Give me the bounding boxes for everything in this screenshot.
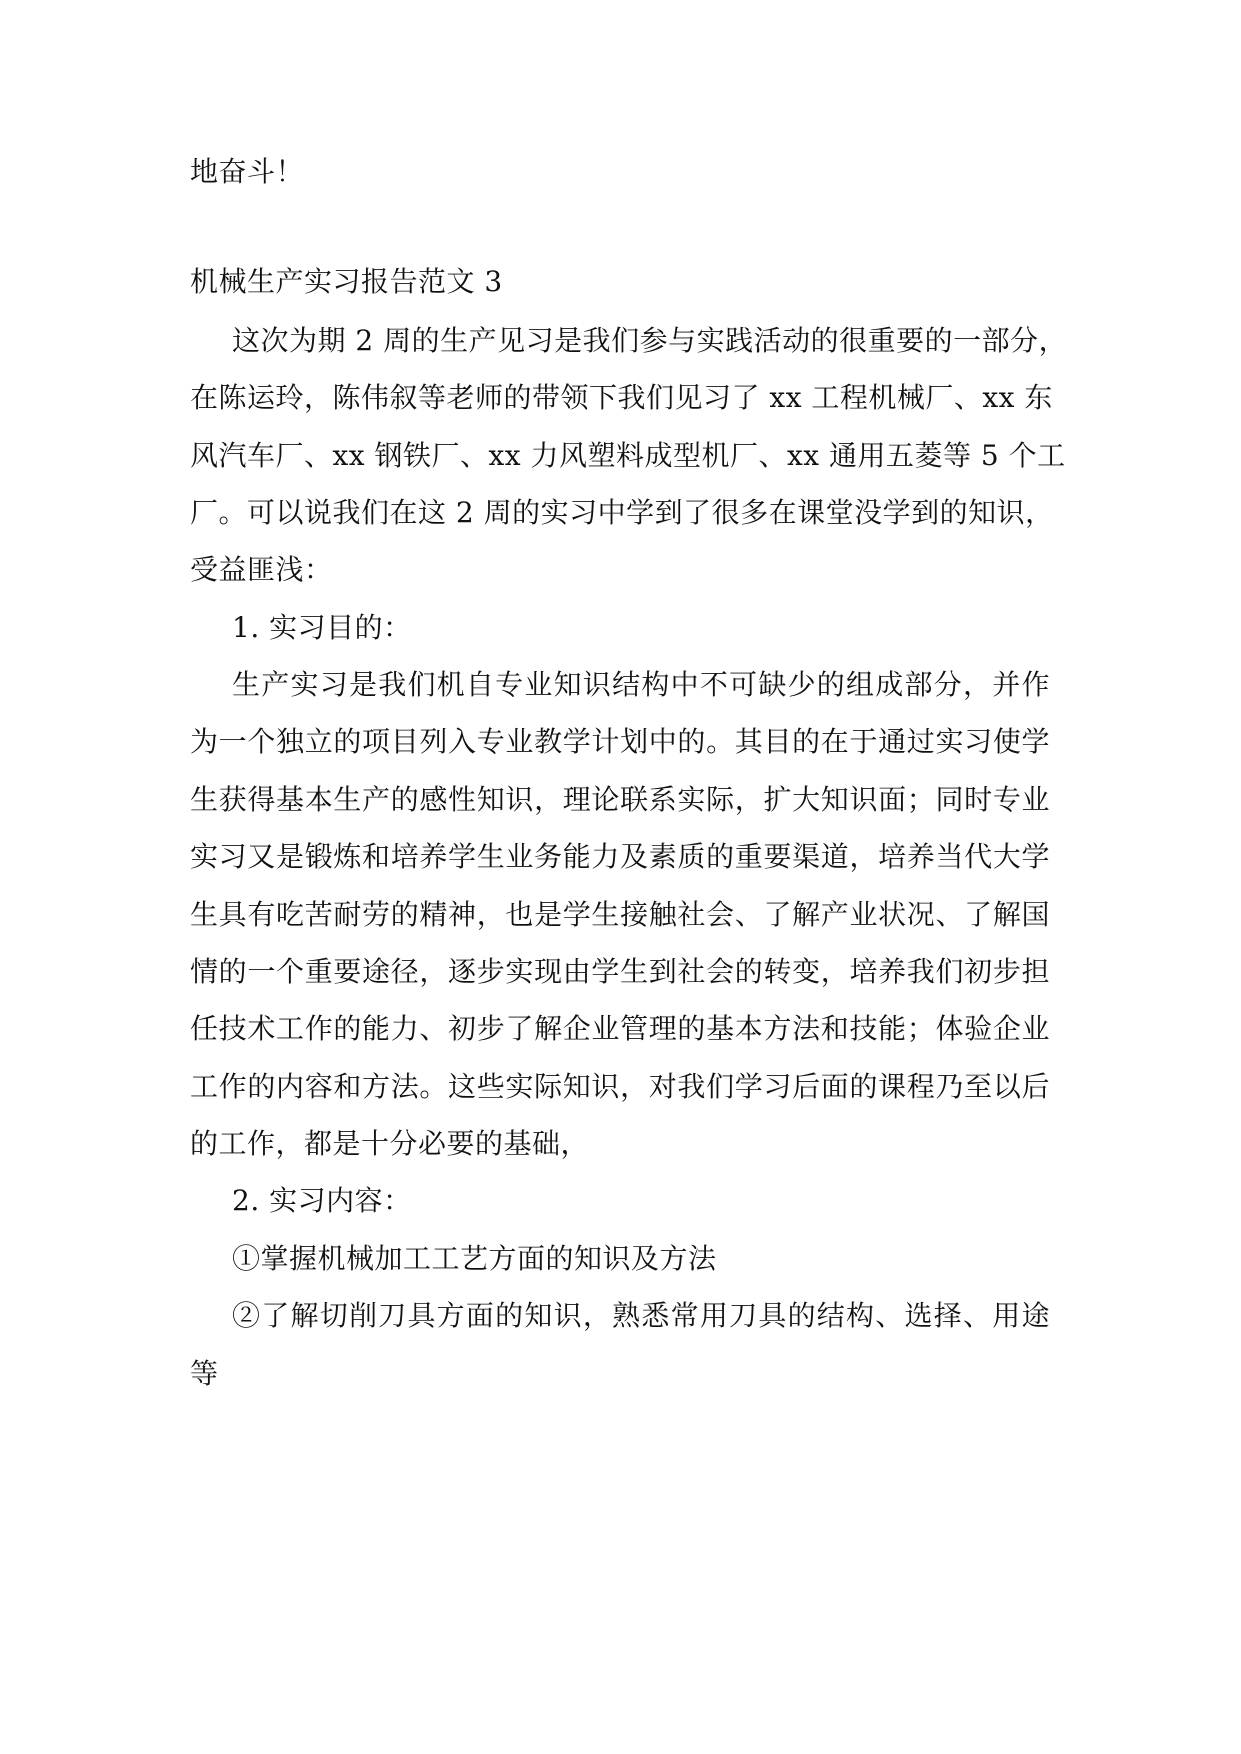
- list-item: ①掌握机械加工工艺方面的知识及方法: [232, 1242, 717, 1275]
- text-line: 地奋斗！: [190, 155, 305, 188]
- text-line: 生具有吃苦耐劳的精神，也是学生接触社会、了解产业状况、了解国: [190, 898, 1050, 931]
- text-line: 情的一个重要途径，逐步实现由学生到社会的转变，培养我们初步担: [190, 955, 1050, 988]
- text-line: 的工作，都是十分必要的基础，: [190, 1127, 590, 1160]
- text-line: 受益匪浅：: [190, 553, 333, 586]
- text-line: 风汽车厂、xx 钢铁厂、xx 力风塑料成型机厂、xx 通用五菱等 5 个工: [190, 439, 1066, 472]
- text-line: 任技术工作的能力、初步了解企业管理的基本方法和技能；体验企业: [190, 1012, 1050, 1045]
- text-line: 等: [190, 1357, 219, 1390]
- section-title: 机械生产实习报告范文 3: [190, 265, 503, 298]
- text-line: 厂。可以说我们在这 2 周的实习中学到了很多在课堂没学到的知识，: [190, 496, 1054, 529]
- text-line: 为一个独立的项目列入专业教学计划中的。其目的在于通过实习使学: [190, 725, 1050, 758]
- list-item: ②了解切削刀具方面的知识，熟悉常用刀具的结构、选择、用途: [232, 1299, 1050, 1332]
- list-heading: 2. 实习内容：: [232, 1184, 412, 1217]
- list-heading: 1. 实习目的：: [232, 611, 412, 644]
- text-line: 这次为期 2 周的生产见习是我们参与实践活动的很重要的一部分，: [232, 324, 1068, 357]
- text-line: 生产实习是我们机自专业知识结构中不可缺少的组成部分，并作: [232, 668, 1050, 701]
- text-line: 生获得基本生产的感性知识，理论联系实际，扩大知识面；同时专业: [190, 783, 1050, 816]
- text-line: 实习又是锻炼和培养学生业务能力及素质的重要渠道，培养当代大学: [190, 840, 1050, 873]
- text-line: 工作的内容和方法。这些实际知识，对我们学习后面的课程乃至以后: [190, 1070, 1050, 1103]
- text-line: 在陈运玲，陈伟叙等老师的带领下我们见习了 xx 工程机械厂、xx 东: [190, 381, 1053, 414]
